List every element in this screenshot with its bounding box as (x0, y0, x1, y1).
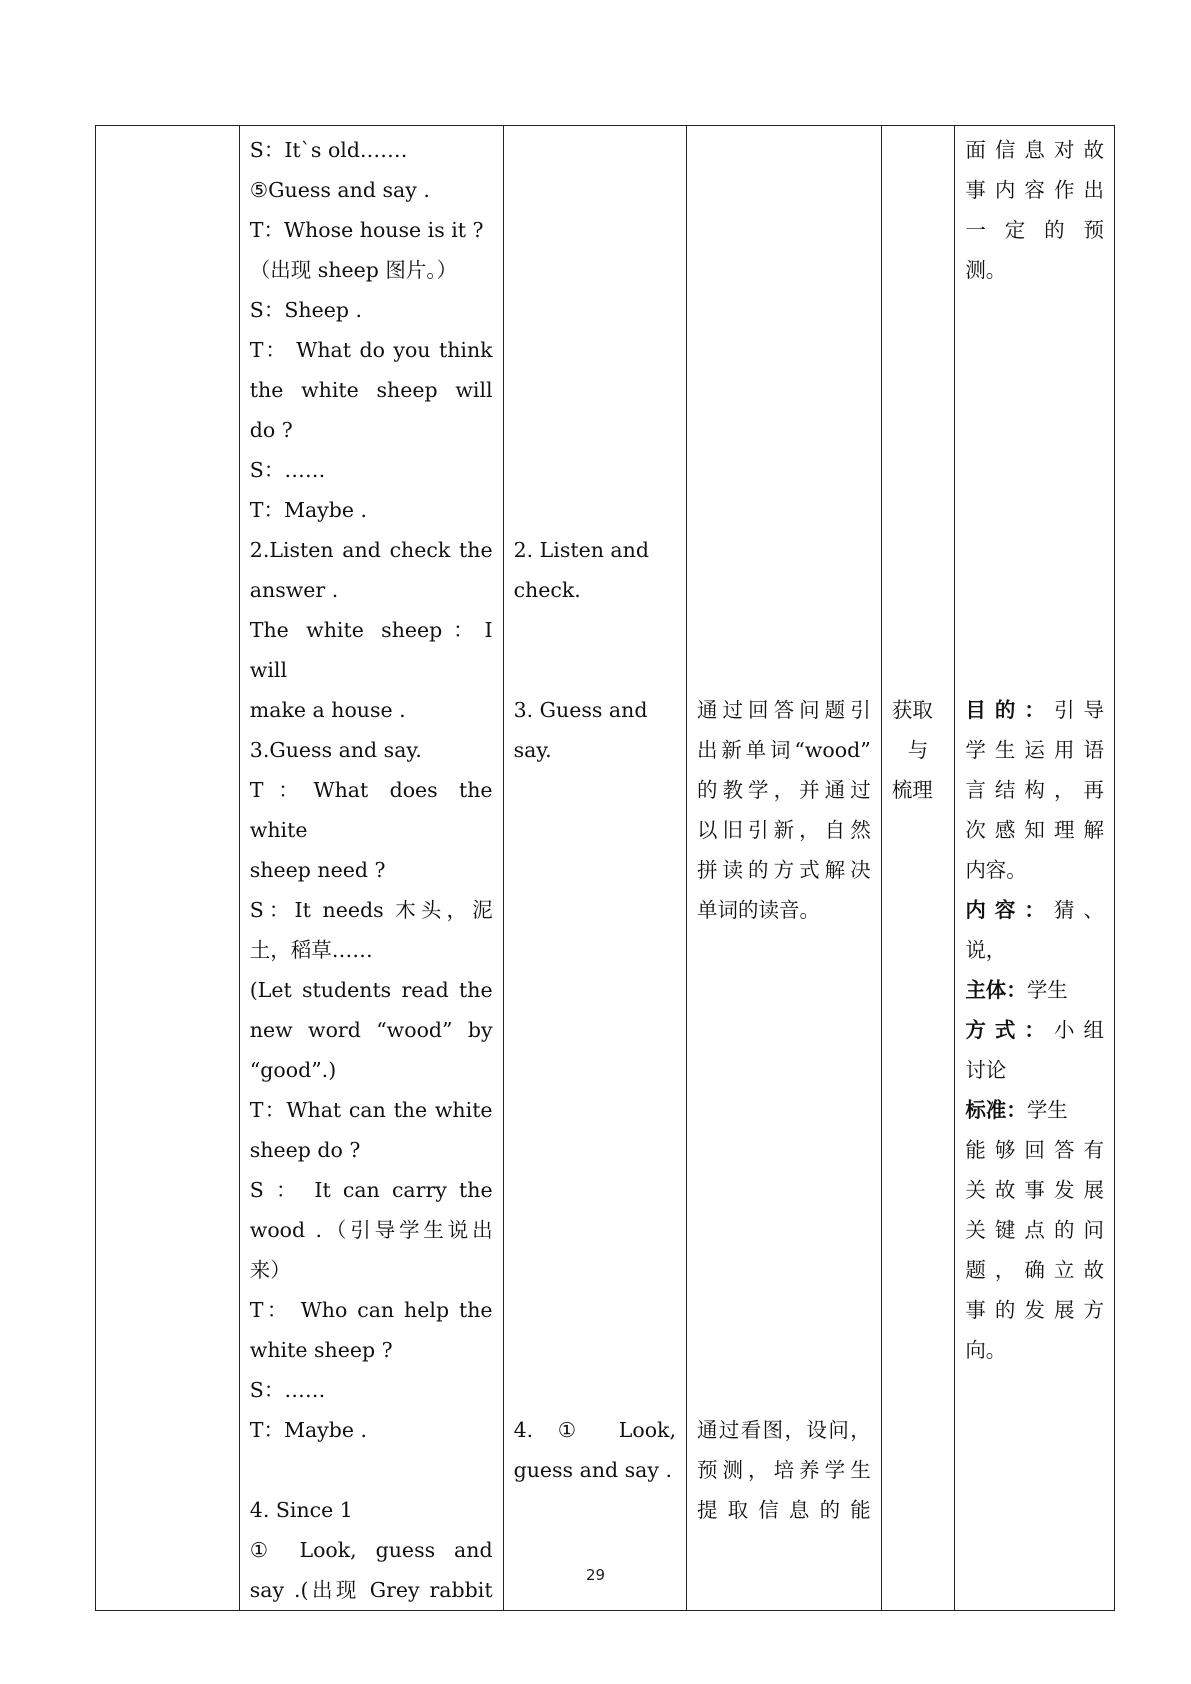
purpose-line: 内容。 (965, 858, 1027, 882)
method-line: 方式：小组 (965, 1018, 1104, 1042)
intent-line: 的教学，并通过 (696, 778, 871, 802)
assessment-line: 测。 (965, 258, 1007, 282)
assessment-spacer (965, 290, 1104, 690)
activity-line: ① Look, guess and (249, 1538, 493, 1562)
activity-line: T： What do you think (249, 338, 493, 362)
activity-line: new word “wood” by (249, 1018, 493, 1042)
activity-line: T：What can the white (249, 1098, 493, 1122)
level-line: 获取 (891, 698, 933, 722)
assessment-line: 面信息对故 (965, 138, 1104, 162)
activity-line: T：Whose house is it ? (249, 218, 484, 242)
content-line: 内容：猜、 (965, 898, 1104, 922)
activity-line: S：…… (249, 458, 326, 482)
activity-line: 2.Listen and check the (249, 538, 493, 562)
standard-line: 标准：学生 (965, 1098, 1068, 1122)
assessment-line: 一 定 的 预 (965, 218, 1104, 242)
design-intent-cell (686, 126, 881, 1611)
student-line: guess and say . (513, 1458, 673, 1482)
level-line: 与 (907, 738, 929, 762)
activity-line: 3.Guess and say. (249, 738, 422, 762)
intent-line: 出新单词“wood” (696, 738, 871, 762)
purpose-line: 学生运用语 (965, 738, 1104, 762)
method-label: 方式： (965, 1018, 1054, 1042)
student-activity-cell (503, 126, 686, 1611)
standard-line: 题，确立故 (965, 1258, 1104, 1282)
page-number: 29 (585, 1566, 606, 1584)
level-cell (881, 126, 955, 1611)
activity-line: “good”.) (249, 1058, 337, 1082)
intent-line: 通过看图，设问， (696, 1418, 871, 1442)
subject-label: 主体： (965, 978, 1027, 1002)
standard-line: 关键点的问 (965, 1218, 1104, 1242)
intent-line: 预测，培养学生 (696, 1458, 871, 1482)
assessment-line: 事内容作出 (965, 178, 1104, 202)
level-spacer (892, 130, 945, 690)
lesson-table (95, 125, 1115, 1611)
stage-cell (96, 126, 240, 1611)
student-line: 2. Listen and (513, 538, 649, 562)
teacher-activity-cell (239, 126, 503, 1611)
activity-line: answer . (249, 578, 339, 602)
student-line: 4. ① Look, (513, 1418, 676, 1442)
student-spacer (514, 610, 676, 690)
activity-line: sheep do ? (249, 1138, 361, 1162)
student-line: check. (513, 578, 581, 602)
activity-line: The white sheep：I will (249, 618, 493, 682)
standard-line: 向。 (965, 1338, 1007, 1362)
activity-line: ⑤Guess and say . (249, 178, 430, 202)
intent-spacer (697, 930, 871, 1410)
student-line: say. (513, 738, 552, 762)
activity-line: T：Maybe . (249, 498, 368, 522)
standard-line: 事的发展方 (965, 1298, 1104, 1322)
standard-line: 能够回答有 (965, 1138, 1104, 1162)
intent-line: 以旧引新，自然 (696, 818, 871, 842)
activity-line: white sheep ? (249, 1338, 393, 1362)
activity-line: 4. Since 1 (249, 1498, 353, 1522)
activity-line: S：It needs 木头，泥 (249, 898, 493, 922)
subject-line: 主体：学生 (965, 978, 1068, 1002)
activity-line: S ： It can carry the (249, 1178, 493, 1202)
activity-line: S：It`s old.…… (249, 138, 408, 162)
student-spacer (514, 130, 676, 530)
assessment-cell (955, 126, 1115, 1611)
activity-line: S：…… (249, 1378, 326, 1402)
intent-line: 提取信息的能 (696, 1498, 871, 1522)
activity-line: T：Maybe . (249, 1418, 368, 1442)
table-row (96, 126, 1115, 1611)
activity-line: do ? (249, 418, 293, 442)
content-line: 说， (965, 938, 1007, 962)
activity-line: make a house . (249, 698, 406, 722)
activity-line: 来） (249, 1258, 291, 1282)
student-line: 3. Guess and (513, 698, 648, 722)
activity-spacer (250, 1450, 493, 1490)
student-spacer (514, 770, 676, 1410)
intent-spacer (697, 130, 871, 690)
intent-line: 拼读的方式解决 (696, 858, 871, 882)
method-line: 讨论 (965, 1058, 1007, 1082)
activity-line: T：What does the white (249, 778, 493, 842)
activity-line: sheep need ? (249, 858, 386, 882)
activity-line: say .(出现 Grey rabbit (249, 1578, 493, 1602)
purpose-line: 次感知理解 (965, 818, 1104, 842)
purpose-line: 言结构，再 (965, 778, 1104, 802)
level-line: 梳理 (891, 778, 933, 802)
standard-line: 关故事发展 (965, 1178, 1104, 1202)
activity-line: wood .（引导学生说出 (249, 1218, 493, 1242)
activity-line: （出现 sheep 图片。） (249, 258, 458, 282)
purpose-line: 目的：引导 (965, 698, 1104, 722)
intent-line: 通过回答问题引 (696, 698, 871, 722)
activity-line: T： Who can help the (249, 1298, 493, 1322)
activity-line: S：Sheep . (249, 298, 362, 322)
activity-line: the white sheep will (249, 378, 493, 402)
standard-label: 标准： (965, 1098, 1027, 1122)
activity-line: 土，稻草…… (249, 938, 373, 962)
activity-line: (Let students read the (249, 978, 493, 1002)
intent-line: 单词的读音。 (696, 898, 820, 922)
content-label: 内容： (965, 898, 1054, 922)
purpose-label: 目的： (965, 698, 1054, 722)
